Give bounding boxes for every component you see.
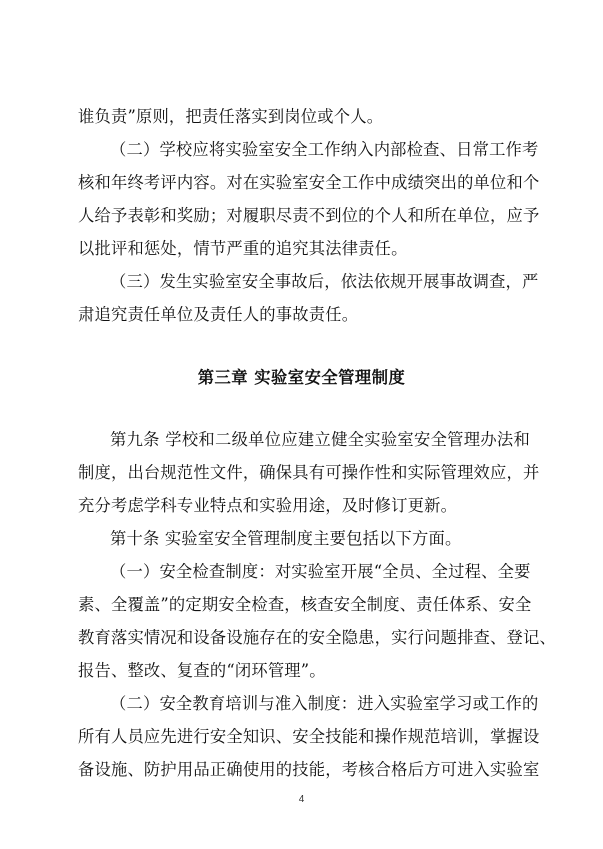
paragraph-line: 肃追究责任单位及责任人的事故责任。 (78, 305, 359, 324)
paragraph-line: 教育落实情况和设备设施存在的安全隐患，实行问题排查、登记、 (78, 628, 556, 647)
page-number: 4 (298, 794, 305, 805)
paragraph-line: 核和年终考评内容。对在实验室安全工作中成绩突出的单位和个 (78, 173, 540, 192)
paragraph-line: 所有人员应先进行安全知识、安全技能和操作规范培训，掌握设 (78, 727, 540, 746)
paragraph-line: 充分考虑学科专业特点和实验用途，及时修订更新。 (78, 496, 458, 515)
paragraph-line: 第十条 实验室安全管理制度主要包括以下方面。 (110, 529, 462, 548)
paragraph-line: （三）发生实验室安全事故后，依法依规开展事故调查，严 (110, 272, 539, 291)
paragraph-line: 谁负责”原则，把责任落实到岗位或个人。 (78, 107, 384, 126)
paragraph-line: 素、全覆盖”的定期安全检查，核查安全制度、责任体系、安全 (78, 595, 532, 614)
paragraph-line: 人给予表彰和奖励；对履职尽责不到位的个人和所在单位，应予 (78, 206, 540, 225)
chapter-heading: 第三章 实验室安全管理制度 (197, 368, 406, 387)
paragraph-line: 以批评和惩处，情节严重的追究其法律责任。 (78, 239, 408, 258)
paragraph-line: 第九条 学校和二级单位应建立健全实验室安全管理办法和 (110, 430, 530, 449)
paragraph-line: 报告、整改、复查的“闭环管理”。 (78, 661, 326, 680)
paragraph-line: （二）安全教育培训与准入制度：进入实验室学习或工作的 (110, 694, 539, 713)
paragraph-line: （一）安全检查制度：对实验室开展“全员、全过程、全要 (110, 562, 531, 581)
paragraph-line: 备设施、防护用品正确使用的技能，考核合格后方可进入实验室 (78, 760, 540, 779)
paragraph-line: 制度，出台规范性文件，确保具有可操作性和实际管理效应，并 (78, 463, 540, 482)
paragraph-line: （二）学校应将实验室安全工作纳入内部检查、日常工作考 (110, 140, 539, 159)
